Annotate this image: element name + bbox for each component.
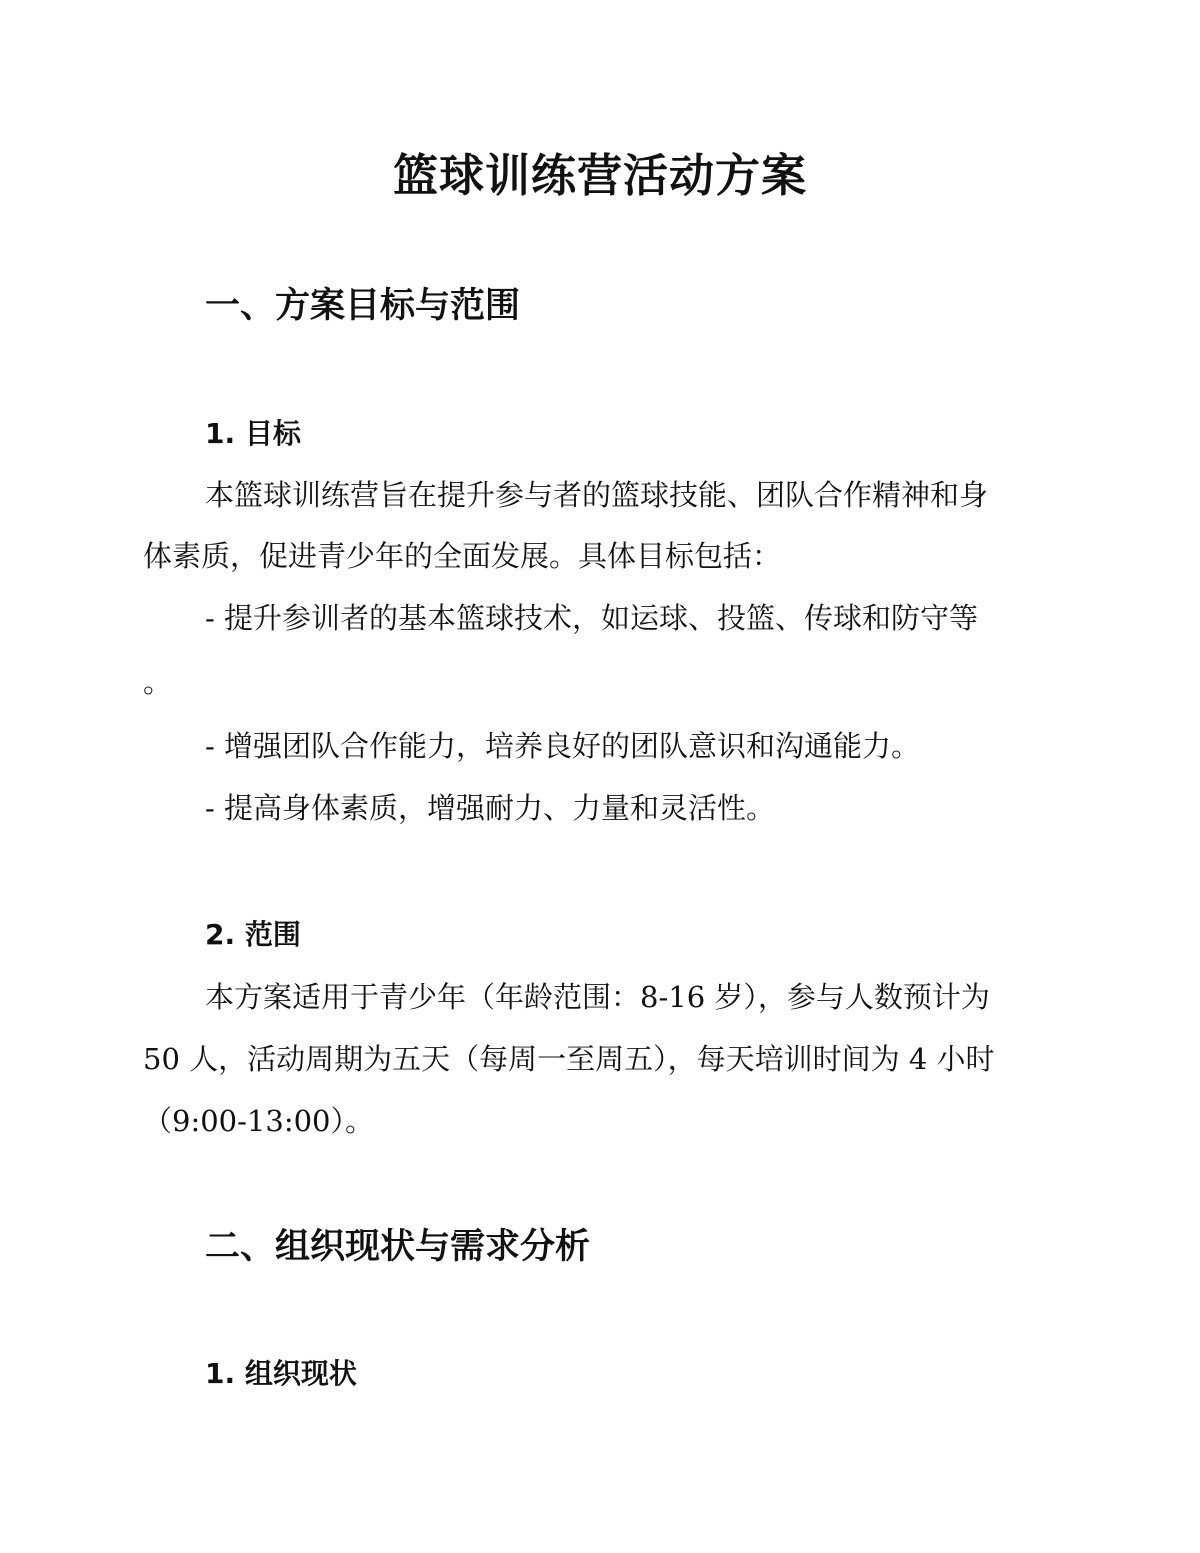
goal-bullet-fitness: - 提高身体素质，增强耐力、力量和灵活性。 [205,791,776,825]
document-title: 篮球训练营活动方案 [392,149,807,202]
goal-bullet-teamwork: - 增强团队合作能力，培养良好的团队意识和沟通能力。 [205,729,921,763]
goal-bullet-skills: - 提升参训者的基本篮球技术，如运球、投篮、传球和防守等 [205,601,979,635]
subsection-heading-scope: 2. 范围 [205,918,301,951]
section-heading-status-analysis: 二、组织现状与需求分析 [205,1227,591,1267]
goal-bullet-skills-wrap: 。 [143,665,173,699]
scope-paragraph-line-1: 本方案适用于青少年（年龄范围：8-16 岁），参与人数预计为 [205,980,990,1014]
goal-paragraph-line-2: 体素质，促进青少年的全面发展。具体目标包括： [143,539,782,573]
scope-paragraph-line-3: （9:00-13:00）。 [143,1104,374,1138]
section-heading-goals-scope: 一、方案目标与范围 [205,286,521,326]
subsection-heading-status: 1. 组织现状 [205,1357,357,1390]
goal-paragraph-line-1: 本篮球训练营旨在提升参与者的篮球技能、团队合作精神和身 [205,478,989,512]
subsection-heading-goal: 1. 目标 [205,417,301,450]
scope-paragraph-line-2: 50 人，活动周期为五天（每周一至周五），每天培训时间为 4 小时 [143,1042,995,1076]
